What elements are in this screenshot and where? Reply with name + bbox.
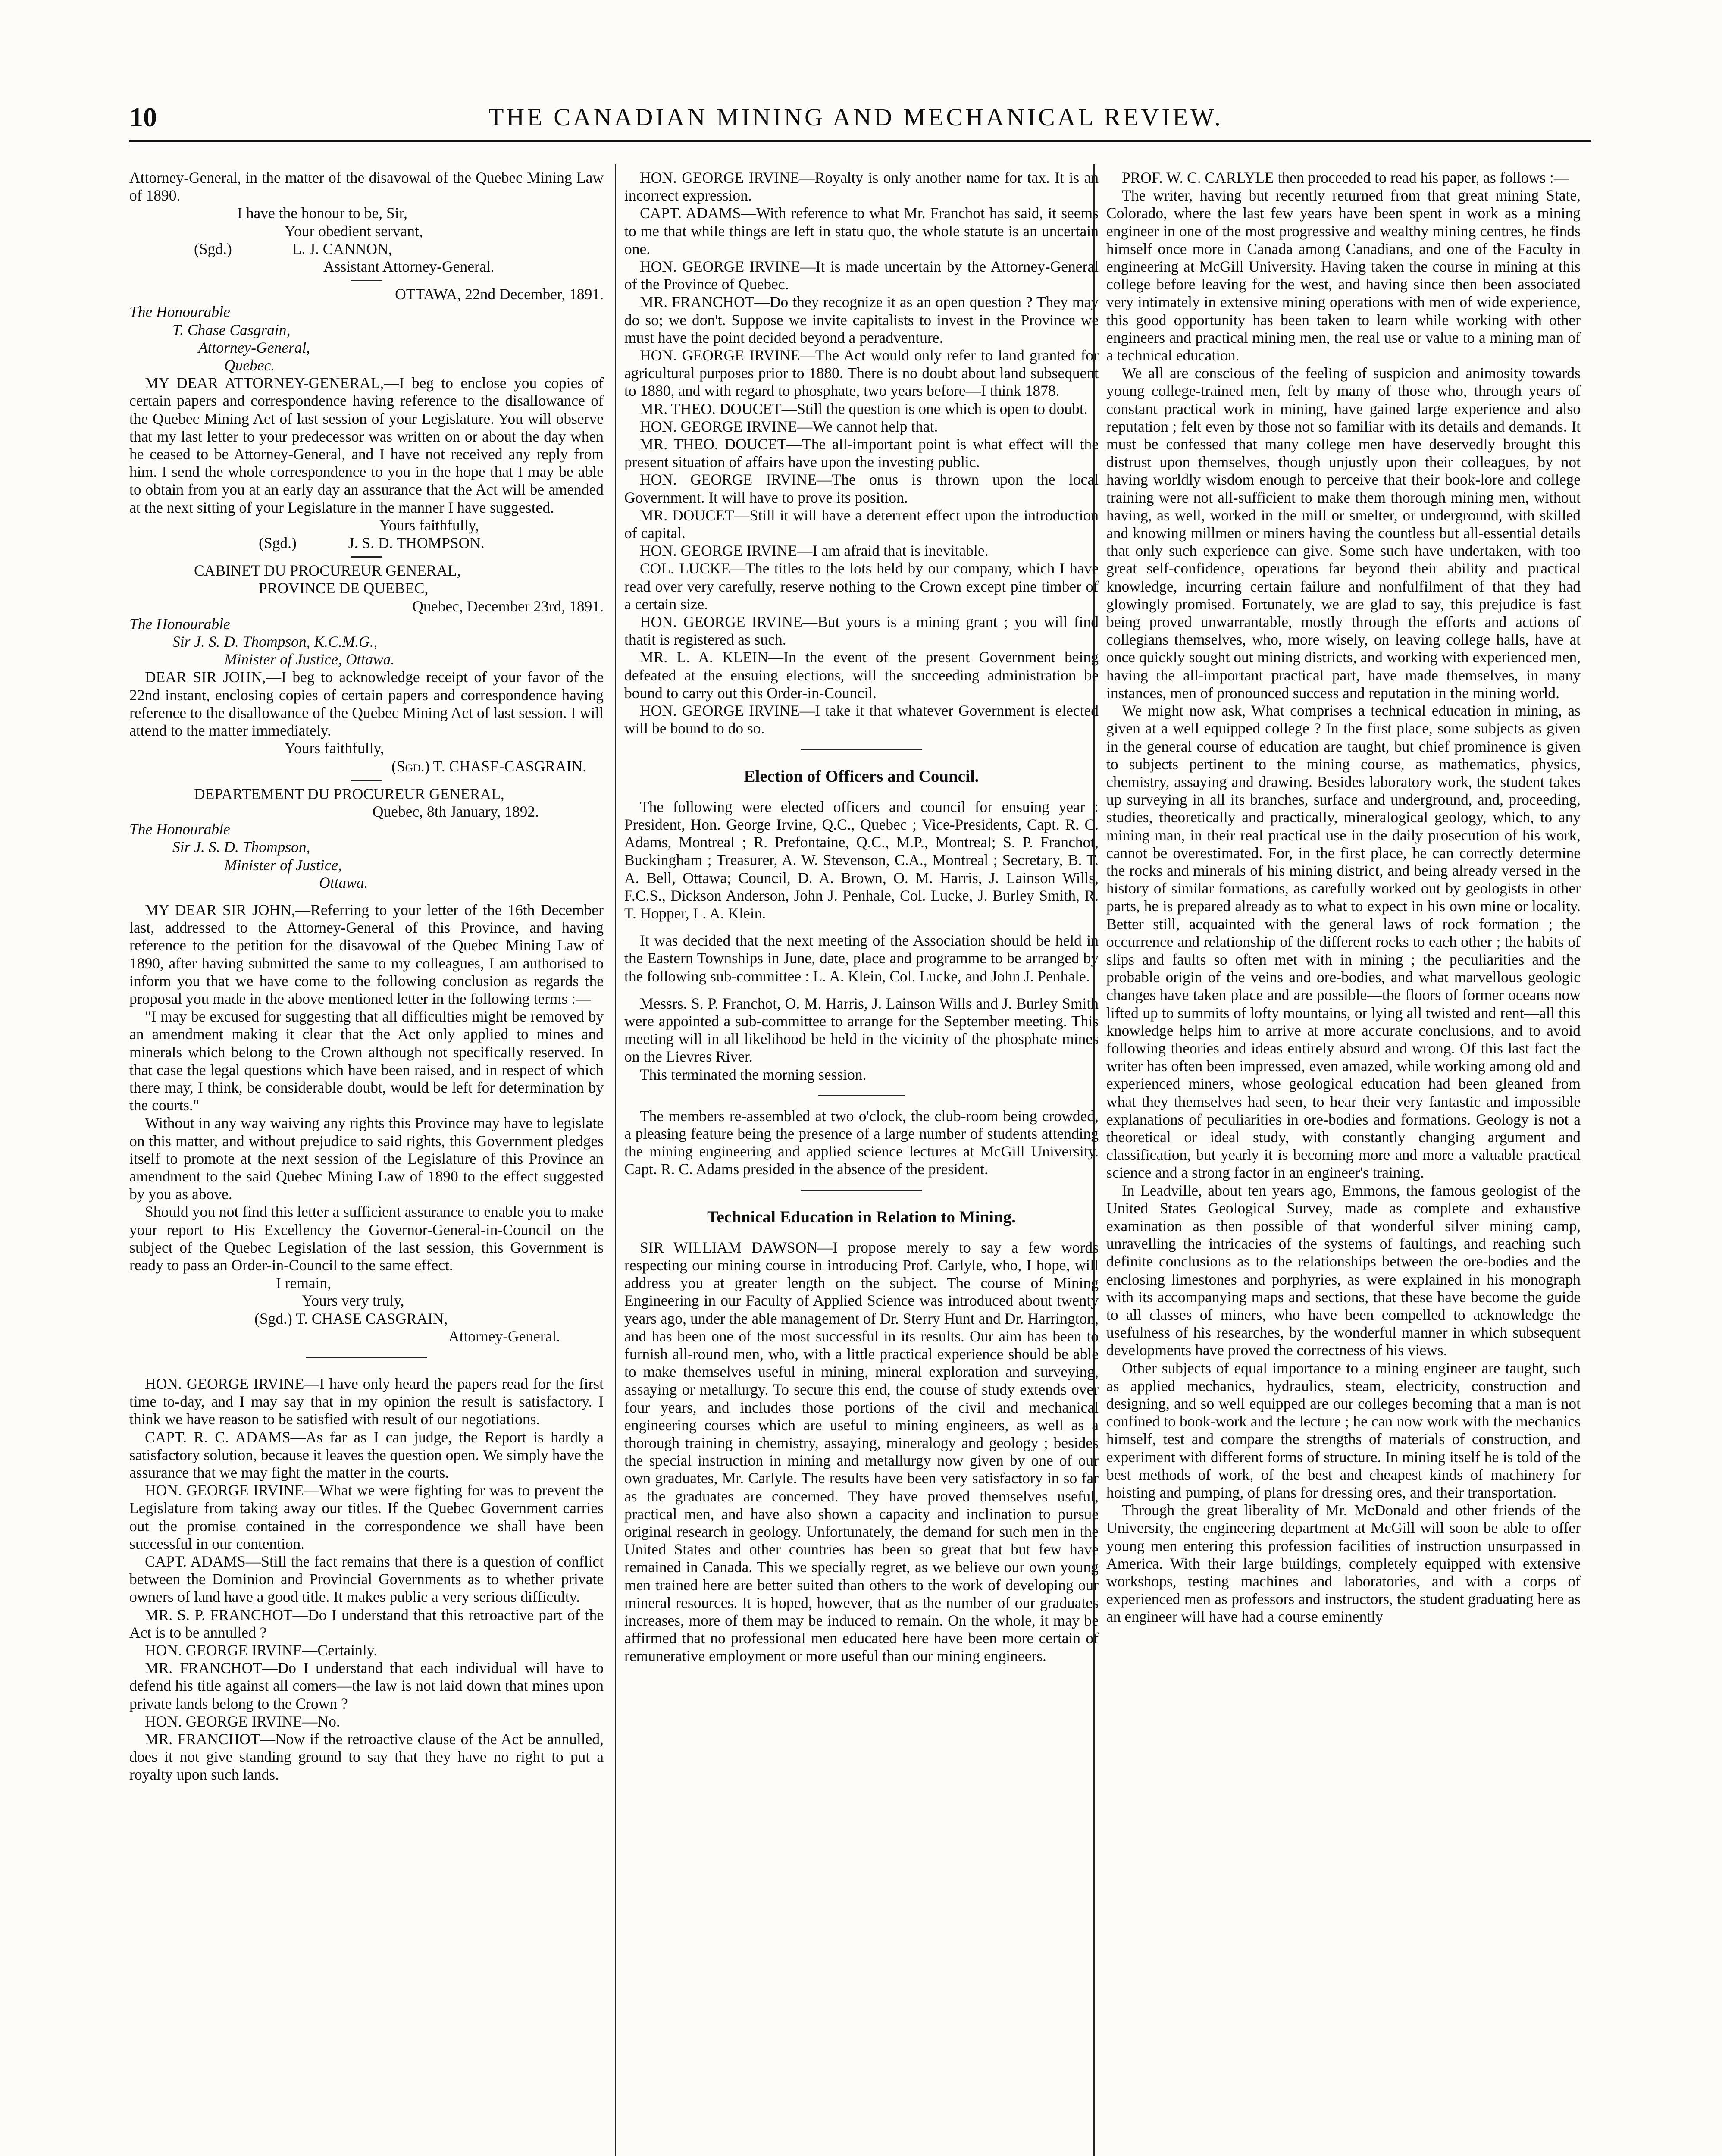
discussion-paragraph: HON. GEORGE IRVINE—I am afraid that is inevitable.: [640, 542, 989, 560]
signature-line: [129, 534, 604, 552]
addressee: The Honourable: [129, 615, 230, 633]
section-divider: [306, 1357, 427, 1358]
letter-close: Your obedient servant,: [285, 222, 423, 240]
paragraph: The writer, having but recently returned from that great mining State, Colorado, where the last few years have been spent in work as a mining engineer in one of the most progressive and wealthy mining centres, he finds himself once more in Canada among Canadians, and one of the Faculty in engineering at McGill University. Having taken the course in mining at this college before leaving for the west, and having since then been associated very intimately in extensive mining operations with men of wide experience, this good opportunity has been taken to learn while working with other engineers and practical mining men, the real use or value to a mining man of a technical education.: [1106, 187, 1581, 364]
letter-body: MY DEAR ATTORNEY-GENERAL,—I beg to enclose you copies of certain papers and correspondence having reference to the disallowance of the Quebec Mining Act of last session of your Legislature. You will observe that my last letter to your predecessor was written on or about the day when he ceased to be Attorney-General, and I have not received any reply from him. I send the whole correspondence to you in the hope that I may be able to obtain from you at an early day an assurance that the Act will be amended at the next sitting of your Legislature in the manner I have suggested.: [129, 374, 604, 516]
page-header: [129, 100, 1582, 135]
section-divider: [801, 749, 922, 750]
paragraph: Messrs. S. P. Franchot, O. M. Harris, J. Lainson Wills and J. Burley Smith were appointed a sub-committee to arrange for the September meeting. This meeting will in all likelihood be held in the vicinity of the phosphate mines on the Lievres River.: [624, 994, 1099, 1065]
letter-heading: CABINET DU PROCUREUR GENERAL,: [194, 562, 461, 580]
letter-body: DEAR SIR JOHN,—I beg to acknowledge receipt of your favor of the 22nd instant, enclosing copies of certain papers and correspondence having reference to the disallowance of the Quebec Mining Act of last session. I will attend to the matter immediately.: [129, 668, 604, 740]
discussion-paragraph: CAPT. ADAMS—With reference to what Mr. Franchot has said, it seems to me that while things are left in statu quo, the whole statute is an uncertain one.: [624, 204, 1099, 257]
spacer: [624, 985, 1099, 995]
letter-body: Without in any way waiving any rights this Province may have to legislate on this matter, and without prejudice to said rights, this Government pledges itself to promote at the next session of the Legislature of this Province an amendment to the said Quebec Mining Law of 1890 to the effect suggested by you as above.: [129, 1114, 604, 1203]
discussion-paragraph: HON. GEORGE IRVINE—Royalty is only another name for tax. It is an incorrect expression.: [624, 169, 1099, 204]
addressee: Minister of Justice, Ottawa.: [224, 651, 395, 668]
discussion-paragraph: HON. GEORGE IRVINE—I have only heard the papers read for the first time to-day, and I may say that in my opinion the result is satisfactory. I think we have reason to be satisfied with result of our negotiations.: [129, 1375, 604, 1428]
addressee: The Honourable: [129, 821, 230, 838]
discussion-paragraph: MR. L. A. KLEIN—In the event of the present Government being defeated at the ensuing elections, will the succeeding administration be bound to carry out this Order-in-Council.: [624, 649, 1099, 702]
discussion-paragraph: HON. GEORGE IRVINE—What we were fighting for was to prevent the Legislature from taking away our titles. If the Quebec Government carries out the promise contained in the correspondence we shall have been successful in our contention.: [129, 1482, 604, 1552]
discussion-paragraph: MR. FRANCHOT—Do they recognize it as an open question ? They may do so; we don't. Suppose we invite capitalists to invest in the Province we must have the point decided beyond a peradventure.: [624, 293, 1099, 346]
discussion-paragraph: MR. FRANCHOT—Now if the retroactive clause of the Act be annulled, does it not give standing ground to say that they have no right to put a royalty upon such lands.: [129, 1730, 604, 1783]
discussion-paragraph: MR. THEO. DOUCET—Still the question is one which is open to doubt.: [640, 400, 1088, 417]
discussion-paragraph: COL. LUCKE—The titles to the lots held by our company, which I have read over very carefully, reserve nothing to the Crown except pine timber of a certain size.: [624, 560, 1099, 613]
letter-body: Should you not find this letter a sufficient assurance to enable you to make your report to His Excellency the Governor-General-in-Council on the subject of the Quebec Legislation of the last session, this Government is ready to pass an Order-in-Council to the same effect.: [129, 1203, 604, 1274]
paragraph: The members re-assembled at two o'clock, the club-room being crowded, a pleasing feature being the presence of a large number of students attending the mining engineering and applied science lectures at McGill University. Capt. R. C. Adams presided in the absence of the president.: [624, 1107, 1099, 1178]
separator: [818, 1095, 905, 1096]
letter-heading: DEPARTEMENT DU PROCUREUR GENERAL,: [194, 785, 504, 802]
section-heading: Technical Education in Relation to Mining.: [707, 1207, 1016, 1226]
paragraph: SIR WILLIAM DAWSON—I propose merely to say a few words respecting our mining course in introducing Prof. Carlyle, who, I hope, will address you at greater length on the subject. The course of Mining Engineering in our Faculty of Applied Science was introduced about twenty years ago, under the able management of Dr. Sterry Hunt and Dr. Harrington, and has been one of the most successful in its results. Our aim has been to furnish all-round men, who, with a little practical experience should be able to make themselves useful in mining, mineral exploration and surveying, assaying or metallurgy. To secure this end, the course of study extends over four years, and includes those portions of the civil and mechanical engineering courses which are useful to mining engineers, as well as a thorough training in chemistry, assaying, mineralogy and geology ; besides the special instruction in mining and metallurgy now given by one of our own graduates, Mr. Carlyle. The results have been very satisfactory in so far as the graduates are concerned. They have proved themselves useful, practical men, and have also shown a capacity and inclination to pursue original research in geology. Unfortunately, the demand for such men in the United States and other countries has been so great that but few have remained in Canada. This we specially regret, as we believe our own young men trained here are better suited than others to the work of developing our mineral resources. It is hoped, however, that as the number of our graduates increases, more of them may be induced to remain. On the whole, it may be affirmed that no professional men educated here have been more certain of remunerative employment or more useful than our mining engineers.: [624, 1238, 1099, 1665]
separator: [351, 556, 382, 558]
sgd-mark: (Sgd.): [194, 240, 232, 257]
addressee: T. Chase Casgrain,: [172, 321, 291, 338]
discussion-paragraph: CAPT. R. C. ADAMS—As far as I can judge, the Report is hardly a satisfactory solution, because it leaves the question open. We simply have the assurance that we may fight the matter in the courts.: [129, 1428, 604, 1482]
discussion-paragraph: MR. DOUCET—Still it will have a deterrent effect upon the introduction of capital.: [624, 506, 1099, 542]
discussion-paragraph: HON. GEORGE IRVINE—We cannot help that.: [640, 417, 938, 435]
discussion-paragraph: HON. GEORGE IRVINE—The Act would only refer to land granted for agricultural purposes prior to 1880. There is no doubt about land subsequent to 1880, and with regard to phosphate, two years before—I think 1878.: [624, 347, 1099, 400]
running-title: THE CANADIAN MINING AND MECHANICAL REVIEW.: [488, 103, 1224, 131]
section-divider: [801, 1190, 922, 1191]
signature-name: J. S. D. THOMPSON.: [348, 534, 485, 552]
separator: [351, 780, 382, 781]
spacer: [624, 922, 1099, 932]
discussion-paragraph: HON. GEORGE IRVINE—But yours is a mining grant ; you will find thatit is registered as such.: [624, 613, 1099, 649]
paragraph: We might now ask, What comprises a technical education in mining, as given at a well equipped college ? In the first place, some subjects as given in the general course of education are taught, but chief prominence is given to subjects pertinent to the mining course, as mathematics, physics, chemistry, assaying and drawing. Besides laboratory work, the student takes up surveying in all its branches, surface and underground, and, proceeding, studies, theoretically and practically, mineralogical geology, which, to any mining man, in their real practical use in the daily prosecution of his work, cannot be overestimated. For, in the first place, he can correctly determine the rocks and minerals of his mining district, and being already versed in the history of similar formations, as carefully worked out by geologists in other parts, he is prepared already as to what to expect in his own mine or locality. Better still, acquainted with the general laws of rock formation ; the occurrence and relationship of the different rocks to each other ; the habits of slips and faults so often met with in mining ; the peculiarities and the probable origin of the veins and ore-bodies, and what marvellous geologic changes have taken place and are possible—the floors of former oceans now lifted up to summits of lofty mountains, or lying all twisted and rent—all this knowledge helps him to arrive at more accurate conclusions, and to avoid following theories and ideas entirely absurd and wrong. Of this last fact the writer has often been impressed, even amazed, while working among old and experienced miners, whose geological education had been gleaned from what they themselves had seen, to hear their very fantastic and impossible explanations of peculiarities in ore-bodies and formations. Geology is not a theoretical or ideal study, with constantly changing argument and classification, but yearly it is becoming more and more a valuable practical science and a strong factor in an engineer's training.: [1106, 702, 1581, 1181]
discussion-paragraph: MR. FRANCHOT—Do I understand that each individual will have to defend his title against all comers—the law is not laid down that mines upon private lands belong to the Crown ?: [129, 1659, 604, 1712]
signature-title: Assistant Attorney-General.: [323, 258, 495, 276]
column-3: [1106, 169, 1581, 2156]
discussion-paragraph: HON. GEORGE IRVINE—No.: [145, 1712, 340, 1730]
addressee: Quebec.: [224, 357, 275, 374]
letter-close: Yours faithfully,: [379, 516, 479, 534]
signature-title: Attorney-General.: [448, 1327, 560, 1345]
letter-quote: "I may be excused for suggesting that all difficulties might be removed by an amendment making it clear that the Act only applied to mines and minerals which belong to the Crown although not specifically reserved. In that case the legal questions which have been raised, and in respect of which there may, I think, be considerable doubt, would be left for determination by the courts.": [129, 1008, 604, 1114]
signature-name: L. J. CANNON,: [292, 240, 392, 257]
addressee: Sir J. S. D. Thompson,: [172, 838, 310, 856]
letter-body: MY DEAR SIR JOHN,—Referring to your letter of the 16th December last, addressed to the Attorney-General of this Province, and having reference to the petition for the disavowal of the Quebec Mining Law of 1890, after having submitted the same to my colleagues, I am authorised to inform you that we have come to the following conclusion as regards the proposal you made in the above mentioned letter in the following terms :—: [129, 901, 604, 1007]
discussion-paragraph: CAPT. ADAMS—Still the fact remains that there is a question of conflict between the Dominion and Provincial Governments as to whether private owners of land have a good title. It makes public a very serious difficulty.: [129, 1553, 604, 1606]
signature-name: (Sgd.) T. CHASE CASGRAIN,: [254, 1310, 448, 1327]
discussion-paragraph: MR. THEO. DOUCET—The all-important point is what effect will the present situation of affairs have upon the investing public.: [624, 436, 1099, 471]
letter-close: I have the honour to be, Sir,: [237, 204, 407, 222]
letter-heading: PROVINCE DE QUEBEC,: [259, 580, 429, 597]
paragraph: We all are conscious of the feeling of suspicion and animosity towards young college-trained men, felt by many of those who, through years of constant practical work in mining, have gained large experience and also reputation ; felt even by those not so familiar with its details and demands. It must be confessed that many college men have deservedly brought this distrust upon themselves, though unjustly upon their colleagues, by not having worldly wisdom enough to perceive that their book-lore and college training were not all-sufficient to make them thorough mining men, without having, as well, worked in the mill or smelter, or underground, with skilled and knowing millmen or miners having the countless but all-essential details that only such experience can give. Some such have undertaken, with too great self-confidence, operations far beyond their ability and practical knowledge, incurring certain failure and nonfulfilment of that they had glowingly promised. Fortunately, we are glad to say, this prejudice is fast being proved unwarrantable, mostly through the efforts and actions of collegians themselves, who, more wisely, on leaving college halls, have at once quickly sought out mining districts, and working with experienced men, having the all-important practical part, have made themselves, in many instances, men of pronounced success and reputation in the mining world.: [1106, 364, 1581, 702]
letter-date: Quebec, December 23rd, 1891.: [412, 597, 604, 615]
letter-close: Yours very truly,: [302, 1292, 404, 1310]
paragraph: The following were elected officers and council for ensuing year : President, Hon. George Irvine, Q.C., Quebec ; Vice-Presidents, Capt. R. C. Adams, Montreal ; R. Prefontaine, Q.C., M.P., Montreal; S. P. Franchot, Buckingham ; Treasurer, A. W. Stevenson, C.A., Montreal ; Secretary, B. T. A. Bell, Ottawa; Council, D. A. Brown, O. M. Harris, J. Lainson Wills, F.C.S., Dickson Anderson, John J. Penhale, Col. Lucke, J. Burley Smith, R. T. Hopper, L. A. Klein.: [624, 798, 1099, 922]
discussion-paragraph: HON. GEORGE IRVINE—It is made uncertain by the Attorney-General of the Province of Quebec.: [624, 258, 1099, 293]
paragraph: PROF. W. C. CARLYLE then proceeded to read his paper, as follows :—: [1122, 169, 1569, 186]
addressee: Attorney-General,: [198, 338, 310, 356]
paragraph: This terminated the morning session.: [640, 1065, 867, 1083]
paragraph: Attorney-General, in the matter of the disavowal of the Quebec Mining Law of 1890.: [129, 169, 604, 204]
section-heading: Election of Officers and Council.: [744, 767, 979, 786]
spacer: [129, 892, 604, 901]
column-1: [129, 169, 604, 2156]
column-rule: [615, 164, 616, 2156]
letter-close: Yours faithfully,: [285, 740, 384, 757]
discussion-paragraph: HON. GEORGE IRVINE—Certainly.: [145, 1642, 378, 1659]
header-rule: [129, 140, 1591, 142]
addressee: Ottawa.: [319, 874, 368, 891]
discussion-paragraph: HON. GEORGE IRVINE—The onus is thrown upon the local Government. It will have to prove its position.: [624, 471, 1099, 506]
addressee: Sir J. S. D. Thompson, K.C.M.G.,: [172, 633, 378, 651]
paragraph: Through the great liberality of Mr. McDonald and other friends of the University, the engineering department at McGill will soon be able to offer young men entering this profession facilities of instruction unsurpassed in America. With their large buildings, completely equipped with extensive workshops, testing machines and laboratories, and with a corps of experienced men as professors and instructors, the student graduating here as an engineer will have had a course eminently: [1106, 1501, 1581, 1626]
sgd-mark: (Sgd.): [259, 534, 297, 552]
paragraph: Other subjects of equal importance to a mining engineer are taught, such as applied mechanics, hydraulics, steam, electricity, construction and designing, and so well equipped are our colleges becoming that a man is not confined to book-work and the lecture ; he can now work with the mechanics himself, test and compare the strengths of materials of construction, and experiment with different forms of structure. In mining itself he is told of the best methods of work, of the best and cheapest kinds of machinery for hoisting and pumping, of plans for dressing ores, and their transportation.: [1106, 1359, 1581, 1501]
separator: [351, 280, 382, 281]
page-number: 10: [129, 102, 157, 132]
addressee: The Honourable: [129, 303, 230, 321]
discussion-paragraph: HON. GEORGE IRVINE—I take it that whatever Government is elected will be bound to do so.: [624, 702, 1099, 737]
signature-name: (Sgd.) T. CHASE-CASGRAIN.: [391, 757, 586, 775]
column-2: [624, 169, 1099, 2156]
paragraph: In Leadville, about ten years ago, Emmons, the famous geologist of the United States Geological Survey, made as complete and exhaustive examination as then possible of that wonderful silver mining camp, unravelling the intricacies of the systems of faultings, and reaching such definite conclusions as to the relationships between the ore-bodies and the enclosing limestones and porphyries, as were explained in his monograph with its accompanying maps and sections, that these have become the guide to all classes of miners, who have been compelled to acknowledge the usefulness of his researches, by the wonderful manner in which subsequent developments have proved the correctness of his views.: [1106, 1181, 1581, 1359]
letter-date: Quebec, 8th January, 1892.: [372, 802, 539, 820]
signature-line: [129, 240, 604, 258]
discussion-paragraph: MR. S. P. FRANCHOT—Do I understand that this retroactive part of the Act is to be annulled ?: [129, 1606, 604, 1641]
addressee: Minister of Justice,: [224, 856, 342, 874]
letter-date: OTTAWA, 22nd December, 1891.: [395, 285, 604, 303]
paragraph: It was decided that the next meeting of the Association should be held in the Eastern Townships in June, date, place and programme to be arranged by the following sub-committee : L. A. Klein, Col. Lucke, and John J. Penhale.: [624, 932, 1099, 985]
letter-close: I remain,: [276, 1274, 332, 1292]
